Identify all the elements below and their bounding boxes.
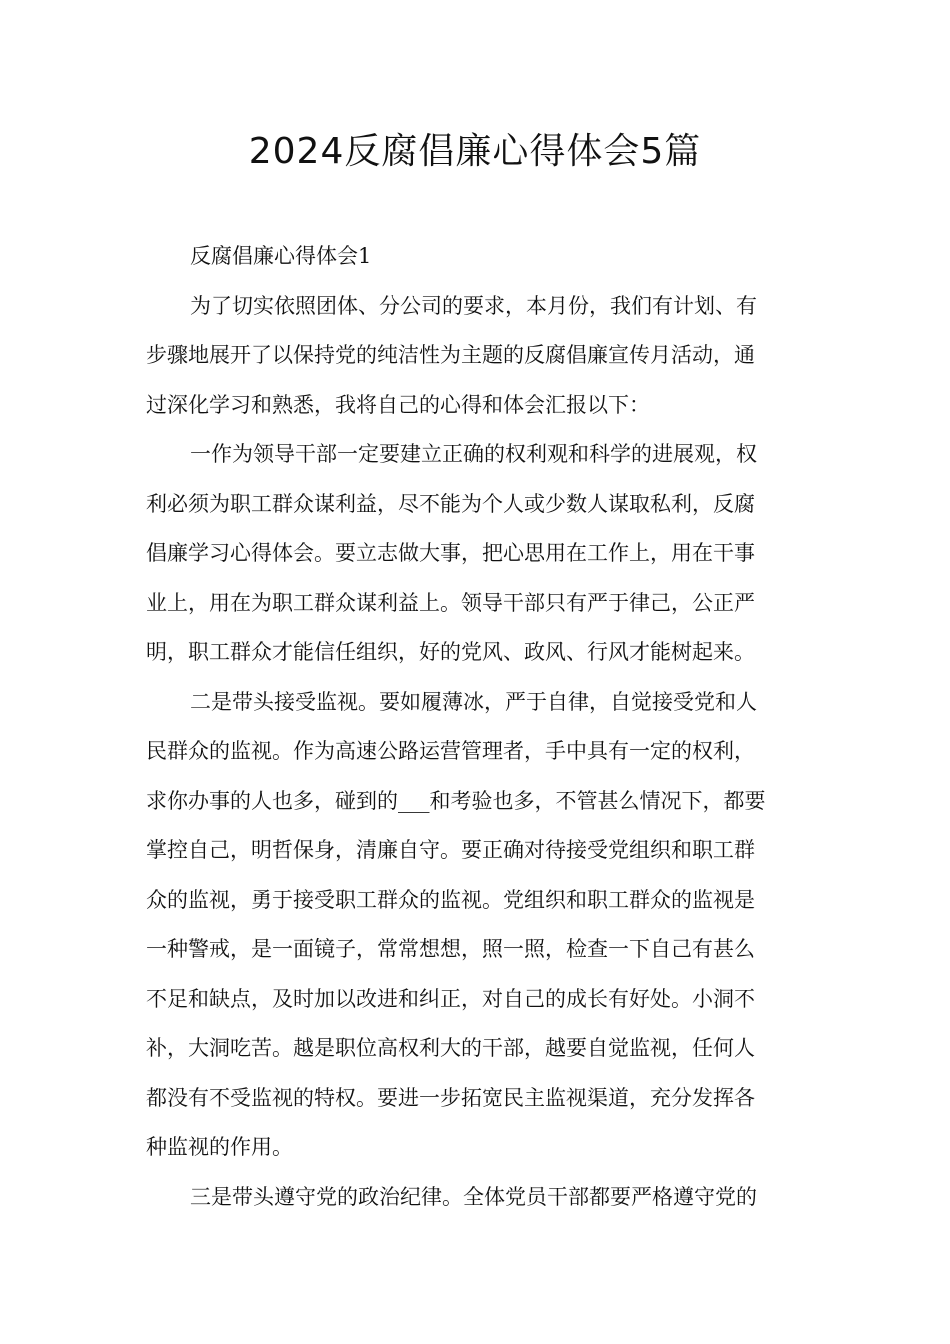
paragraph-line: 种监视的作用。 [146, 1135, 293, 1159]
section-heading-text: 反腐倡廉心得体会1 [190, 244, 372, 268]
paragraph-4 [146, 1173, 806, 1223]
paragraph-line: 不足和缺点，及时加以改进和纠正，对自己的成长有好处。小洞不 [146, 986, 755, 1011]
paragraph-line: 倡廉学习心得体会。要立志做大事，把心思用在工作上，用在干事 [146, 541, 755, 565]
paragraph-line: 业上，用在为职工群众谋利益上。领导干部只有严于律己，公正严 [146, 590, 755, 615]
paragraph-2 [146, 430, 806, 678]
paragraph-line: 三是带头遵守党的政治纪律。全体党员干部都要严格遵守党的 [190, 1184, 757, 1209]
paragraph-line: 一作为领导干部一定要建立正确的权利观和科学的进展观，权 [190, 442, 757, 466]
paragraph-line: 为了切实依照团体、分公司的要求，本月份，我们有计划、有 [190, 293, 757, 318]
document-body [146, 232, 806, 1222]
paragraph-line: 民群众的监视。作为高速公路运营管理者，手中具有一定的权利， [146, 739, 755, 763]
paragraph-line: 掌控自己，明哲保身，清廉自守。要正确对待接受党组织和职工群 [146, 838, 755, 862]
paragraph-line: 明，职工群众才能信任组织，好的党风、政风、行风才能树起来。 [146, 640, 755, 664]
paragraph-line: 一种警戒，是一面镜子，常常想想，照一照，检查一下自己有甚么 [146, 937, 755, 961]
paragraph-line: 二是带头接受监视。要如履薄冰，严于自律，自觉接受党和人 [190, 689, 757, 714]
paragraph-line: 补，大洞吃苦。越是职位高权利大的干部，越要自觉监视，任何人 [146, 1036, 755, 1060]
paragraph-line: 利必须为职工群众谋利益，尽不能为个人或少数人谋取私利，反腐 [146, 491, 755, 516]
document-title: 2024反腐倡廉心得体会5篇 [248, 131, 702, 172]
paragraph-3 [146, 678, 806, 1173]
paragraph-line: 步骤地展开了以保持党的纯洁性为主题的反腐倡廉宣传月活动，通 [146, 343, 755, 367]
paragraph-line: 求你办事的人也多，碰到的___和考验也多，不管甚么情况下，都要 [146, 788, 766, 813]
paragraph-1 [146, 282, 806, 431]
section-heading [146, 232, 806, 282]
paragraph-line: 都没有不受监视的特权。要进一步拓宽民主监视渠道，充分发挥各 [146, 1085, 755, 1110]
paragraph-line: 众的监视，勇于接受职工群众的监视。党组织和职工群众的监视是 [146, 887, 755, 912]
paragraph-line: 过深化学习和熟悉，我将自己的心得和体会汇报以下： [146, 392, 650, 417]
